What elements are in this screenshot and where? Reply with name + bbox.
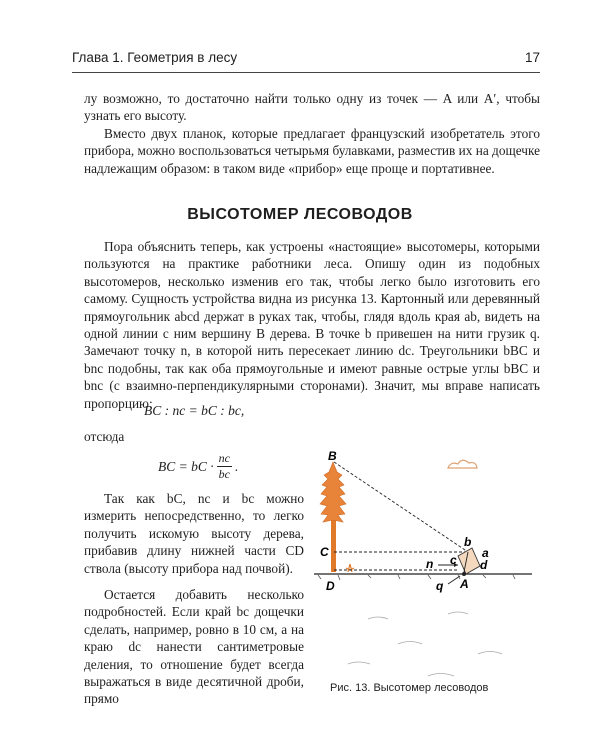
chapter-title: Глава 1. Геометрия в лесу [72,50,238,65]
header-rule [72,72,540,73]
formula-height-end: . [234,458,239,474]
arrow-q [448,576,460,584]
body-paragraph-3: Остается добавить несколько подробностей. Если край bc дощечки сделать, например, ровно в 10 см, а на краю dc нанести сантиметровые деления, то отношение будет всегда выражаться в виде десятичной дроби, прямо [84,587,304,707]
label-d: d [480,558,488,572]
label-b: b [464,535,472,549]
running-head [72,50,540,70]
tree-foliage [320,462,346,522]
fraction-denominator: bc [218,467,230,481]
label-c: c [450,553,457,567]
body-paragraph-2: Так как bC, nc и bc можно измерить непосредственно, то легко получить искомую высоту дерева, прибавив длину нижней части CD ствола (высоту прибора над почвой). [84,491,304,576]
section-title: ВЫСОТОМЕР ЛЕСОВОДОВ [187,206,413,223]
bush-icon [346,564,354,572]
fraction-numerator: nc [218,451,230,465]
cloud-icon [448,460,477,468]
label-a: a [482,546,489,560]
therefore-word: отсюда [84,429,125,444]
formula-height-left: BC = bC · [158,458,214,474]
formula-proportion: BC : nc = bC : bc, [144,403,245,418]
label-D: D [326,579,335,593]
intro-text [84,90,540,177]
grass [318,575,515,580]
label-A: A [460,577,469,591]
label-n: n [426,557,434,571]
intro-paragraph-1: лу возможно, то достаточно найти только одну из точек — A или A′, чтобы узнать его высоту. [84,91,540,124]
sight-line-bB [334,462,468,552]
plumb-weight [462,572,466,576]
page-number: 17 [524,50,540,65]
label-q: q [436,579,444,593]
grass-patches [348,612,502,676]
body-paragraph-1: Пора объяснить теперь, как устроены «настоящие» высотомеры, которыми пользуются на практике работники леса. Опишу один из подобных высотомеров, несколько изменив его так, чтобы легко было изготовить его самому. Сущность устройства видна из рисунка 13. Картонный или деревянный прямоугольник abcd держат в руках так, чтобы, глядя вдоль края ab, видеть на одной линии с ним вершину B дерева. В точке b привешен на нити грузик q. Замечают точку n, в которой нить пересекает линию dc. Треугольники bBC и bnc подобны, так как оба прямоугольные и имеют равные острые углы bBC и bnc (с взаимно-перпендикулярными сторонами). Значит, мы вправе написать пропорцию: [84,239,540,411]
intro-paragraph-2: Вместо двух планок, которые предлагает французский изобретатель этого прибора, можно воспользоваться четырьмя булавками, разместив их на дощечке надлежащим образом: в таком виде «прибор» еще проще и портативнее. [84,125,541,176]
figure-caption: Рис. 13. Высотомер лесоводов [330,682,489,694]
formula-height [158,451,238,482]
formula-fraction [217,451,232,482]
label-B: B [328,449,337,463]
figure-13-diagram [308,444,540,684]
label-C: C [320,545,329,559]
